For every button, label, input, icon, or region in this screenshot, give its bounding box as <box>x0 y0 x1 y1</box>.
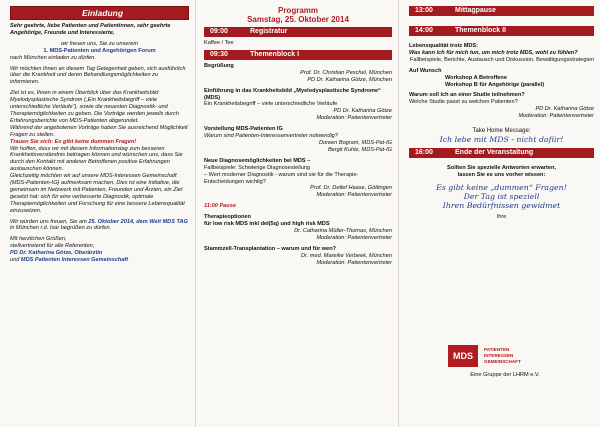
take-home-label: Take Home Message: <box>472 128 531 135</box>
talk-title: Vorstellung MDS-Patienten IG <box>204 126 283 133</box>
pause: 11:00 Pause <box>204 203 236 210</box>
paragraph-1: Wir möchten Ihnen an diesem Tag Gelegenheit geben, sich ausführlich über die Krankheit und deren Behandlungsmöglichkeiten zu informieren. <box>10 65 186 86</box>
kaffee: Kaffee / Tee <box>204 40 234 46</box>
paragraph-6: Wir würden uns freuen, Sie am 25. Oktober 2014, dem Welt MDS TAG in München r.d. Isar begrüßen zu dürfen. <box>10 218 188 232</box>
answers-line-1: Sollten Sie spezielle Antworten erwarten, <box>447 164 556 171</box>
speaker: PD Dr. Katharina Götze, München <box>307 76 392 83</box>
invitation-header: Einladung <box>10 6 189 20</box>
answers-line-2: lassen Sie es uns vorher wissen: <box>457 171 546 178</box>
salutation: Sehr geehrte, liebe Patienten und Patientinnen, sehr geehrte Angehörige, Freunde und Interessierte, <box>10 23 171 36</box>
slot-mittagpause: 13:00 Mittagpause <box>409 6 594 16</box>
paragraph-5: Gleichzeitig möchten wir auf unsere MDS-Interessen Gemeinschaft (MDS-Patienten-IG) aufmerksam machen. Dies ist eine Initiative, die gemeinsam im Netzwerk mit Patienten, Freunden und Ärzten, ein Ziel gesetzt hat: sich für eine verbesserte Diagnostik, optimale Therapiemöglichkeiten und Forschung für eine bessere Lebensqualität einzusetzen. <box>10 173 185 214</box>
talk-subtitle: Welche Studie passt zu welchen Patienten? <box>409 99 518 106</box>
take-home-message: Ich lebe mit MDS - nicht dafür! <box>439 134 564 144</box>
begruessung: Begrüßung <box>204 62 234 69</box>
paragraph-3: Während der angebotenen Vorträge haben Sie ausreichend Möglichkeit Fragen zu stellen. <box>10 124 188 138</box>
intro-text-2: nach München einladen zu dürfen. <box>10 54 96 61</box>
moderation: Moderation: Patientenvertreter <box>316 192 392 199</box>
program-title: Programm <box>277 6 318 15</box>
forum-name: 1. MDS-Patienten und Angehörigen Forum <box>43 47 156 54</box>
greeting: Mit herzlichen Grüßen, <box>10 236 67 243</box>
logo-wordmark: PATIENTEN INTERESSEN GEMEINSCHAFT <box>484 347 521 364</box>
script-line-1: Es gibt keine „dummen“ Fragen! <box>436 182 567 192</box>
slot-ende: 16:00 Ende der Veranstaltung <box>409 148 594 158</box>
talk-subtitle: Warum sind Patienten-Interessenvertreter notwendig? <box>204 133 338 140</box>
trauen-highlight: Trauen Sie sich: Es gibt keine dummen Fragen! <box>10 138 137 145</box>
talk-subtitle: – Wert moderner Diagnostik - warum sind sie für die Therapie-Entscheidungen wichtig? <box>204 171 359 185</box>
signature-2: und MDS Patienten Interessen Gemeinschaft <box>10 257 129 264</box>
paragraph-4: Wir hoffen, dass wir mit diesem Informationstag zum besseren Krankheitsverständnis beitragen können und wünschen uns, dass Sie durch den Kontakt mit anderen Betroffenen positive Erfahrungen austauschen können. <box>10 145 183 173</box>
speaker: Dr. Catharina Müller-Thomas, München <box>294 227 392 234</box>
moderation: Moderation: Patientenvertreter <box>316 259 392 266</box>
talk-subtitle: für low risk MDS inkl del(5q) und high risk MDS <box>204 221 330 228</box>
mds-ig-logo <box>448 345 568 390</box>
script-line-2: Der Tag ist speziell <box>463 191 540 201</box>
talk-description: Fallbeispiele, Berichte, Austausch und Diskussion. Bewältigungsstrategien <box>409 56 594 63</box>
talk-title: Warum soll ich an einer Studie teilnehmen? <box>409 92 525 99</box>
greeting-2: stellvertretend für alle Referenten, <box>10 243 95 250</box>
moderation: Moderation: Patientenvertreter <box>316 234 392 241</box>
logo-subtitle: Eine Gruppe der LHRM e.V. <box>470 372 540 378</box>
moderation: Moderation: Patientenvertreter <box>316 115 392 122</box>
talk-title: Einführung in das Krankheitsbild „Myelodysplastische Syndrome“ (MDS) <box>204 87 381 101</box>
slot-themenblock-1: 09:30 Themenblock I <box>204 50 392 60</box>
speaker: PD Dr. Katharina Götze <box>333 108 392 115</box>
script-line-3: Ihren Bedürfnissen gewidmet <box>442 200 561 210</box>
workshop-b: Workshop B für Angehörige (parallel) <box>445 81 545 88</box>
program-date: Samstag, 25. Oktober 2014 <box>247 15 349 24</box>
speaker: PD Dr. Katharina Götze <box>535 106 594 113</box>
signature-1: PD Dr. Katharina Götze, Oberärztin <box>10 250 103 257</box>
paragraph-2: Ziel ist es, Ihnen in einem Überblick über das Krankheitsbild Myelodysplastische Syndrom („Ein Krankheitsbegriff – viele unterschiedliche Verläufe“), sowie die neuesten Diagnostik- und Therapiemöglichkeiten zu geben. Die Vorträge werden jeweils durch Erfahrungsberichte von MDS-Patienten abgerundet. <box>10 90 179 124</box>
speaker: Dr. med. Mareike Verbeek, München <box>301 252 392 259</box>
talk-title: Lebensqualität trotz MDS: <box>409 43 478 49</box>
speaker: Prof. Dr. Detlef Haase, Göttingen <box>310 185 392 192</box>
intro-text: wir freuen uns, Sie zu unserem <box>60 40 139 47</box>
speaker: Prof. Dr. Christian Peschel, München <box>300 69 392 76</box>
talk-title: Neue Diagnosemöglichkeiten bei MDS – <box>204 157 311 164</box>
moderation: Moderation: Patientenvertreter <box>518 113 594 120</box>
date-highlight: 25. Oktober 2014, dem Welt MDS TAG <box>88 218 188 225</box>
workshop-a: Workshop A Betroffene <box>445 74 507 81</box>
ihre-label: Ihre <box>496 213 507 220</box>
talk-subtitle: Ein Krankheitsbegriff – viele unterschiedliche Verläufe <box>204 101 338 108</box>
speaker: Bergit Kuhle, MDS-Pat-IG <box>327 146 392 153</box>
program-column <box>198 0 399 427</box>
auf-wunsch: Auf Wunsch <box>409 67 442 74</box>
talk-subtitle: Fallbeispiele: Schwierige Diagnosestellung <box>204 164 311 171</box>
slot-themenblock-2: 14:00 Themenblock II <box>409 26 594 36</box>
talk-subtitle: Was kann ich für mich tun, um mich trotz MDS, wohl zu fühlen? <box>409 49 578 56</box>
talk-title: Therapieoptionen <box>204 214 251 221</box>
mds-logo-mark: MDS <box>448 345 478 367</box>
talk-title: Stammzell-Transplantation – warum und für wen? <box>204 245 337 252</box>
slot-registratur: 09:00 Registratur <box>204 27 392 37</box>
invitation-column <box>0 0 196 427</box>
speaker: Doreen Bogram, MDS-Pat-IG <box>318 139 392 146</box>
